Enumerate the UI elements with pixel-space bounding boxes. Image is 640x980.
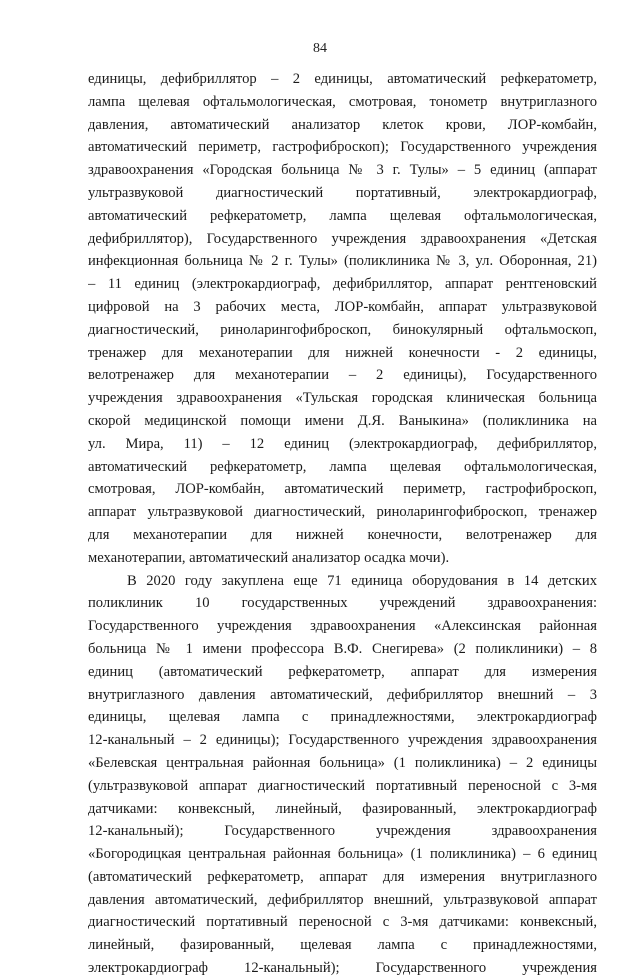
text-line: единицы, дефибриллятор – 2 единицы, автоматический рефкератометр, bbox=[88, 71, 597, 87]
text-line: – 11 единиц (электрокардиограф, дефибриллятор, аппарат рентгеновский bbox=[88, 276, 597, 293]
text-line: Государственного учреждения здравоохранения «Алексинская районная bbox=[88, 618, 597, 635]
text-line: «Богородицкая центральная районная больница» (1 поликлиника) – 6 единиц bbox=[88, 846, 597, 863]
text-line: велотренажер для механотерапии – 2 единицы), Государственного bbox=[88, 367, 597, 384]
page-number: 84 bbox=[313, 41, 327, 56]
text-line: цифровой на 3 рабочих места, ЛОР-комбайн, аппарат ультразвуковой bbox=[88, 298, 597, 315]
text-line: ультразвуковой диагностический портативный, электрокардиограф, bbox=[88, 184, 597, 201]
text-line: больница № 1 имени профессора В.Ф. Снегирева» (2 поликлиники) – 8 bbox=[88, 640, 597, 657]
text-line: (автоматический рефкератометр, аппарат для измерения внутриглазного bbox=[88, 868, 597, 885]
text-line: автоматический рефкератометр, лампа щелевая офтальмологическая, bbox=[88, 207, 597, 224]
text-line: дефибриллятор), Государственного учреждения здравоохранения «Детская bbox=[88, 230, 597, 247]
text-line: инфекционная больница № 2 г. Тулы» (поликлиника № 3, ул. Оборонная, 21) bbox=[88, 253, 597, 270]
text-line: автоматический периметр, гастрофиброскоп); Государственного учреждения bbox=[88, 139, 597, 156]
text-line: диагностический, риноларингофиброскоп, бинокулярный офтальмоскоп, bbox=[88, 321, 597, 338]
text-line: учреждения здравоохранения «Тульская городская клиническая больница bbox=[88, 390, 597, 407]
text-line: лампа щелевая офтальмологическая, смотровая, тонометр внутриглазного bbox=[88, 93, 597, 110]
text-line: давления, автоматический анализатор клеток крови, ЛОР-комбайн, bbox=[88, 116, 597, 133]
text-line: 12-канальный – 2 единицы); Государственного учреждения здравоохранения bbox=[88, 732, 597, 749]
text-line: смотровая, ЛОР-комбайн, автоматический периметр, гастрофиброскоп, bbox=[88, 481, 597, 498]
text-line: автоматический рефкератометр, лампа щелевая офтальмологическая, bbox=[88, 458, 597, 475]
text-line: единицы, щелевая лампа с принадлежностями, электрокардиограф bbox=[88, 709, 597, 726]
text-line: механотерапии, автоматический анализатор осадка мочи). bbox=[88, 549, 450, 566]
text-line: (ультразвуковой аппарат диагностический портативный переносной с 3-мя bbox=[88, 777, 597, 794]
text-line: внутриглазного давления автоматический, дефибриллятор внешний – 3 bbox=[88, 686, 597, 703]
paragraph-first-line: В 2020 году закуплена еще 71 единица оборудования в 14 детских bbox=[127, 572, 597, 589]
text-line: для механотерапии для нижней конечности, велотренажер для bbox=[88, 526, 597, 543]
text-line: линейный, фазированный, щелевая лампа с принадлежностями, bbox=[88, 937, 597, 954]
text-line: здравоохранения «Городская больница № 3 г. Тулы» – 5 единиц (аппарат bbox=[88, 162, 597, 179]
text-line: поликлиник 10 государственных учреждений здравоохранения: bbox=[88, 595, 597, 612]
text-line: датчиками: конвексный, линейный, фазированный, электрокардиограф bbox=[88, 800, 597, 817]
document-body bbox=[88, 68, 597, 980]
text-line: единиц (автоматический рефкератометр, аппарат для измерения bbox=[88, 663, 597, 680]
text-line: электрокардиограф 12-канальный); Государственного учреждения bbox=[88, 960, 597, 977]
text-line: «Белевская центральная районная больница» (1 поликлиника) – 2 единицы bbox=[88, 754, 597, 771]
text-line: 12-канальный); Государственного учреждения здравоохранения bbox=[88, 823, 597, 840]
text-line: скорой медицинской помощи имени Д.Я. Ваныкина» (поликлиника на bbox=[88, 412, 597, 429]
text-line: давления автоматический, дефибриллятор внешний, ультразвуковой аппарат bbox=[88, 891, 597, 908]
text-line: аппарат ультразвуковой диагностический, риноларингофиброскоп, тренажер bbox=[88, 504, 597, 521]
text-line: диагностический портативный переносной с 3-мя датчиками: конвексный, bbox=[88, 914, 597, 931]
text-line: ул. Мира, 11) – 12 единиц (электрокардиограф, дефибриллятор, bbox=[88, 435, 597, 452]
text-line: тренажер для механотерапии для нижней конечности - 2 единицы, bbox=[88, 344, 597, 361]
